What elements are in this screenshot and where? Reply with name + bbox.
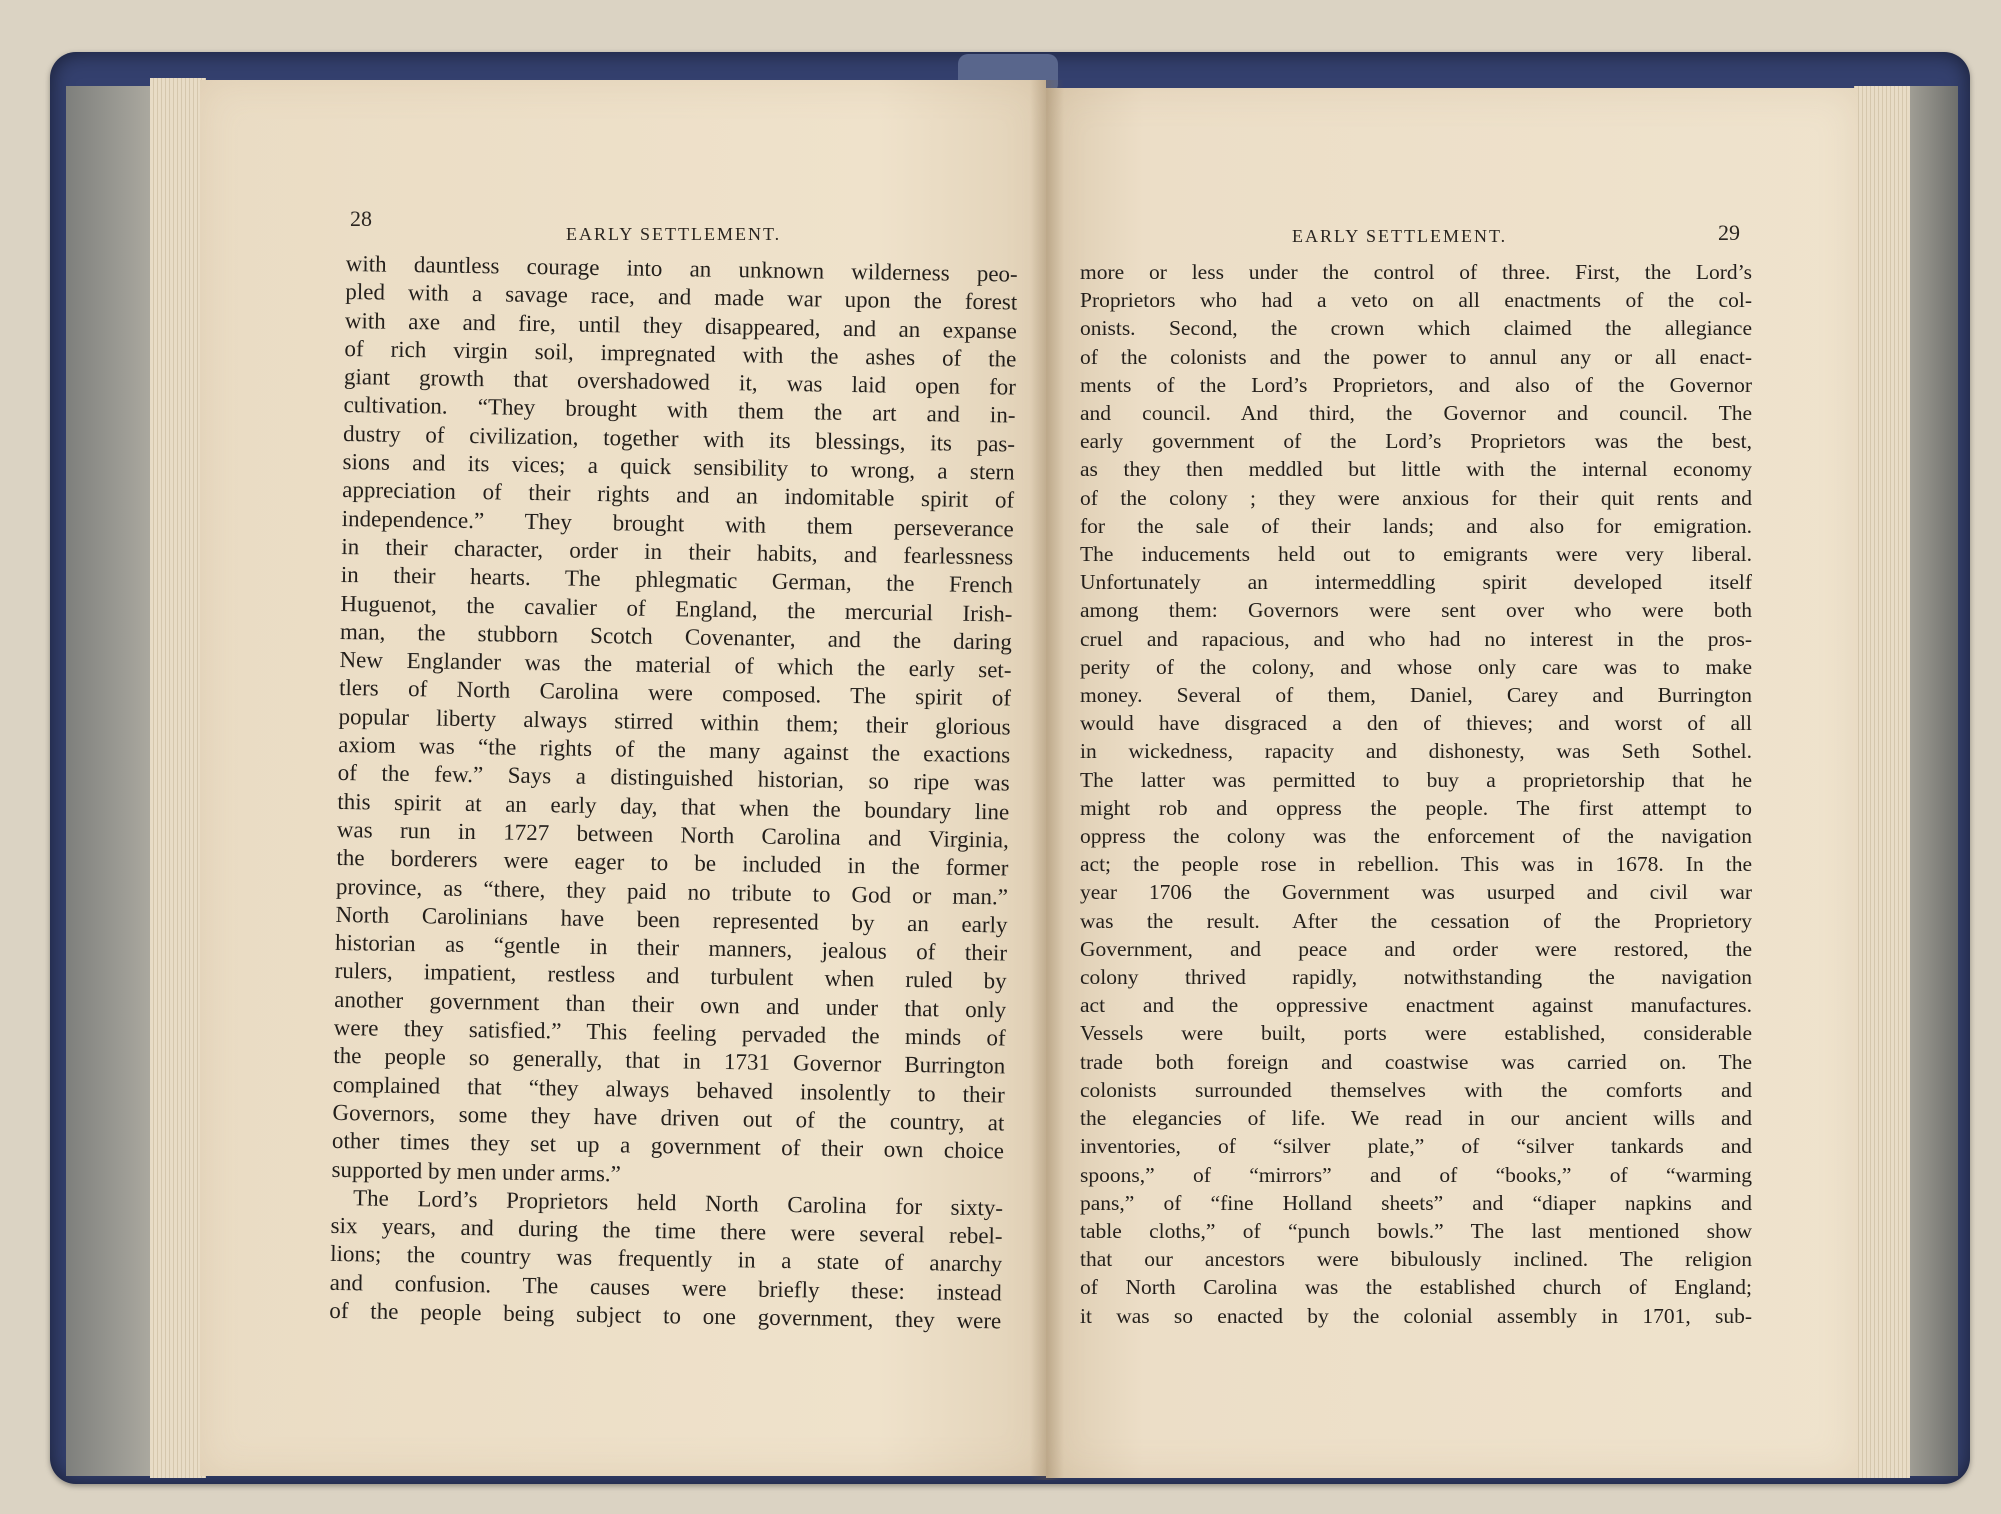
text-line: Huguenot, the cavalier of England, the mercurial Irish- — [340, 590, 1013, 627]
text-line: was the result. After the cessation of the Proprietory — [1080, 908, 1752, 933]
text-line: money. Several of them, Daniel, Carey and Burrington — [1080, 683, 1752, 708]
text-line: province, as “there, they paid no tribute to God or man.” — [335, 873, 1009, 910]
text-line: onists. Second, the crown which claimed the allegiance — [1080, 316, 1752, 341]
right-running-head: EARLY SETTLEMENT. — [1292, 226, 1508, 246]
text-line: of the colony ; they were anxious for their quit rents and — [1080, 485, 1752, 510]
left-running-head: EARLY SETTLEMENT. — [566, 224, 782, 244]
left-page-text — [329, 250, 1018, 1336]
text-line: six years, and during the time there were several rebel- — [330, 1212, 1003, 1249]
text-line: sions and its vices; a quick sensibility to wrong, a stern — [342, 449, 1015, 485]
text-line: for the sale of their lands; and also for emigration. — [1080, 513, 1752, 538]
right-page-text — [1080, 258, 1752, 1330]
text-line: lions; the country was frequently in a state of anarchy — [330, 1241, 1003, 1277]
text-line: giant growth that overshadowed it, was laid open for — [343, 364, 1017, 400]
text-line: was run in 1727 between North Carolina and Virginia, — [336, 816, 1010, 853]
text-line: among them: Governors were sent over who were both — [1080, 598, 1752, 623]
text-line: early government of the Lord’s Proprietors was the best, — [1080, 429, 1752, 454]
text-line: of rich virgin soil, impregnated with the ashes of the — [344, 335, 1017, 372]
text-line: oppress the colony was the enforcement of the navigation — [1080, 824, 1752, 849]
text-line: of the few.” Says a distinguished historian, so ripe was — [337, 760, 1010, 796]
text-line: with axe and fire, until they disappeared, and an expanse — [344, 307, 1018, 344]
text-line: appreciation of their rights and an indomitable spirit of — [342, 477, 1015, 513]
book-gutter — [1030, 80, 1064, 1480]
text-line: that our ancestors were bibulously inclined. The religion — [1080, 1247, 1752, 1272]
text-line: of the people being subject to one government, they were — [329, 1297, 1002, 1334]
text-line: this spirit at an early day, that when the boundary line — [337, 788, 1010, 825]
text-line: New Englander was the material of which the early set- — [339, 647, 1012, 683]
text-line: cruel and rapacious, and who had no interest in the pros- — [1080, 626, 1752, 651]
text-line: popular liberty always stirred within them; their glorious — [338, 703, 1011, 740]
text-line: historian as “gentle in their manners, jealous of their — [334, 930, 1008, 966]
text-line: year 1706 the Government was usurped and civil war — [1080, 880, 1752, 905]
text-line: complained that “they always behaved insolently to their — [332, 1071, 1006, 1108]
text-line: other times they set up a government of their own choice — [331, 1128, 1005, 1164]
text-line: and confusion. The causes were briefly these: instead — [329, 1269, 1002, 1306]
text-line: and council. And third, the Governor and council. The — [1080, 401, 1752, 426]
text-line: dustry of civilization, together with its blessings, its pas- — [342, 420, 1016, 457]
text-line: as they then meddled but little with the internal economy — [1080, 457, 1752, 482]
text-line: axiom was “the rights of the many against the exactions — [338, 731, 1011, 768]
text-line: in their character, order in their habits, and fearlessness — [341, 533, 1014, 570]
text-line: North Carolinians have been represented by an early — [335, 901, 1008, 938]
text-line: tlers of North Carolina were composed. The spirit of — [338, 675, 1012, 711]
text-line: in wickedness, rapacity and dishonesty, was Seth Sothel. — [1080, 739, 1752, 764]
text-line: The Lord’s Proprietors held North Carolina for sixty- — [352, 1185, 1004, 1221]
right-page-edges — [1854, 86, 1910, 1478]
text-line: with dauntless courage into an unknown wilderness peo- — [345, 250, 1018, 287]
text-line: the elegancies of life. We read in our ancient wills and — [1080, 1106, 1752, 1131]
text-line: perity of the colony, and whose only care was to make — [1080, 654, 1752, 679]
text-line: of the colonists and the power to annul any or all enact- — [1080, 344, 1752, 369]
text-line: Government, and peace and order were restored, the — [1080, 936, 1752, 961]
text-line: the people so generally, that in 1731 Governor Burrington — [333, 1043, 1006, 1079]
text-line: cultivation. “They brought with them the art and in- — [343, 392, 1016, 429]
text-line: colonists surrounded themselves with the comforts and — [1080, 1077, 1752, 1102]
text-line: another government than their own and under that only — [334, 986, 1007, 1023]
text-line: Unfortunately an intermeddling spirit developed itself — [1080, 570, 1752, 595]
text-line: ments of the Lord’s Proprietors, and also of the Governor — [1080, 372, 1752, 397]
text-line: it was so enacted by the colonial assembly in 1701, sub- — [1080, 1303, 1752, 1328]
left-page-edges — [150, 78, 206, 1478]
text-line: rulers, impatient, restless and turbulent when ruled by — [334, 958, 1007, 994]
text-line: colony thrived rapidly, notwithstanding the navigation — [1080, 965, 1752, 990]
left-page-number: 28 — [350, 206, 372, 231]
text-line: more or less under the control of three. First, the Lord’s — [1080, 260, 1752, 284]
text-line: independence.” They brought with them perseverance — [341, 505, 1014, 542]
text-line: act; the people rose in rebellion. This was in 1678. In the — [1080, 852, 1752, 877]
text-line: might rob and oppress the people. The first attempt to — [1080, 795, 1752, 820]
text-line: in their hearts. The phlegmatic German, the French — [340, 562, 1014, 598]
text-line: Proprietors who had a veto on all enactments of the col- — [1080, 288, 1752, 313]
text-line: Governors, some they have driven out of the country, at — [332, 1099, 1005, 1136]
text-line: the borderers were eager to be included in the former — [336, 845, 1009, 881]
text-line: supported by men under arms.” — [331, 1156, 622, 1186]
text-line: trade both foreign and coastwise was carried on. The — [1080, 1049, 1752, 1074]
left-endpaper — [66, 86, 160, 1476]
text-line: inventories, of “silver plate,” of “silver tankards and — [1080, 1134, 1752, 1159]
text-line: would have disgraced a den of thieves; and worst of all — [1080, 711, 1752, 736]
text-line: pled with a savage race, and made war upon the forest — [345, 279, 1018, 315]
text-line: The inducements held out to emigrants were very liberal. — [1080, 542, 1752, 567]
text-line: Vessels were built, ports were established, considerable — [1080, 1021, 1752, 1046]
text-line: pans,” of “fine Holland sheets” and “diaper napkins and — [1080, 1190, 1752, 1215]
text-line: table cloths,” of “punch bowls.” The last mentioned show — [1080, 1218, 1752, 1243]
text-line: The latter was permitted to buy a proprietorship that he — [1080, 767, 1752, 792]
text-line: were they satisfied.” This feeling pervaded the minds of — [333, 1014, 1006, 1051]
text-line: act and the oppressive enactment against manufactures. — [1080, 993, 1752, 1018]
text-line: spoons,” of “mirrors” and of “books,” of “warming — [1080, 1162, 1752, 1187]
text-line: of North Carolina was the established church of England; — [1080, 1275, 1752, 1300]
text-line: man, the stubborn Scotch Covenanter, and the daring — [339, 618, 1013, 655]
right-page-number: 29 — [1718, 220, 1740, 245]
